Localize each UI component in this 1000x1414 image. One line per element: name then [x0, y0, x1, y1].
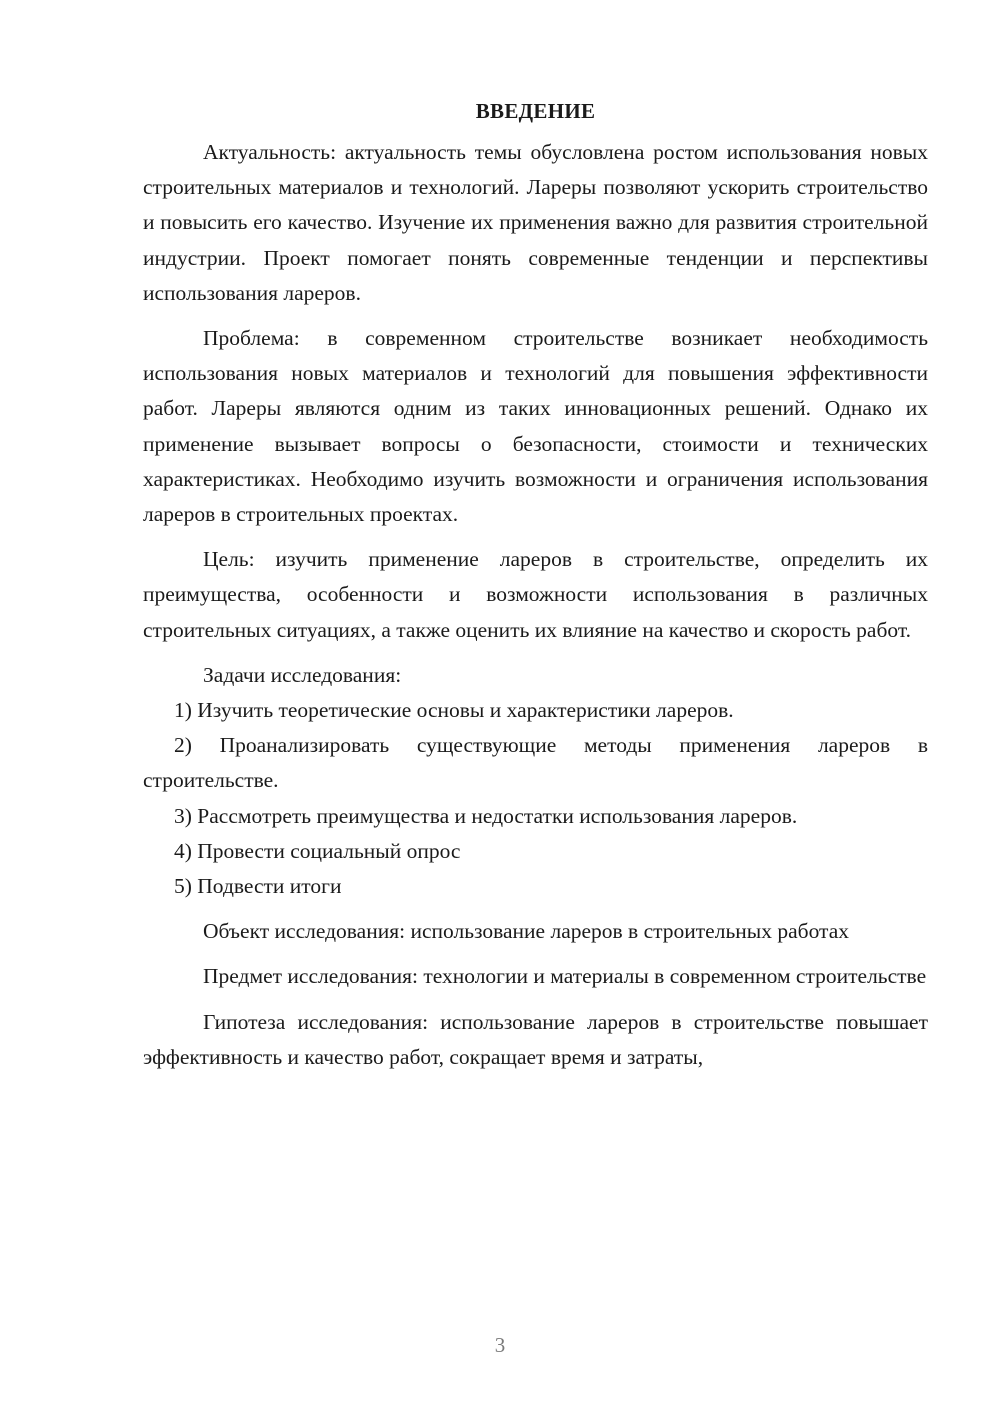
paragraph-problem: Проблема: в современном строительстве возникает необходимость использования новых материалов и технологий для повышения эффективности работ. Лареры являются одним из таких инновационных решений. Однако их применение вызывает вопросы о безопасности, стоимости и технических характеристиках. Необходимо изучить возможности и ограничения использования лареров в строительных проектах. — [143, 326, 928, 527]
paragraph-object: Объект исследования: использование лареров в строительных работах — [203, 919, 849, 944]
task-item: 2) Проанализировать существующие методы применения лареров в строительстве. — [143, 733, 928, 793]
task-item: 4) Провести социальный опрос — [174, 838, 461, 863]
tasks-heading: Задачи исследования: — [203, 662, 402, 687]
page-content — [143, 94, 928, 1075]
task-item: 5) Подвести итоги — [174, 874, 342, 899]
task-item: 1) Изучить теоретические основы и характеристики лареров. — [174, 698, 734, 723]
paragraph-goal: Цель: изучить применение лареров в строительстве, определить их преимущества, особенности и возможности использования в различных строительных ситуациях, а также оценить их влияние на качество и скорость работ. — [143, 547, 928, 642]
task-item: 3) Рассмотреть преимущества и недостатки использования лареров. — [174, 803, 798, 828]
page-number: 3 — [494, 1333, 506, 1357]
paragraph-subject: Предмет исследования: технологии и материалы в современном строительстве — [203, 964, 927, 989]
paragraph-hypothesis: Гипотеза исследования: использование лареров в строительстве повышает эффективность и качество работ, сокращает время и затраты, — [143, 1009, 928, 1069]
page-title: ВВЕДЕНИЕ — [475, 99, 596, 123]
paragraph-relevance: Актуальность: актуальность темы обусловлена ростом использования новых строительных материалов и технологий. Лареры позволяют ускорить строительство и повысить его качество. Изучение их применения важно для развития строительной индустрии. Проект помогает понять современные тенденции и перспективы использования лареров. — [143, 140, 928, 305]
